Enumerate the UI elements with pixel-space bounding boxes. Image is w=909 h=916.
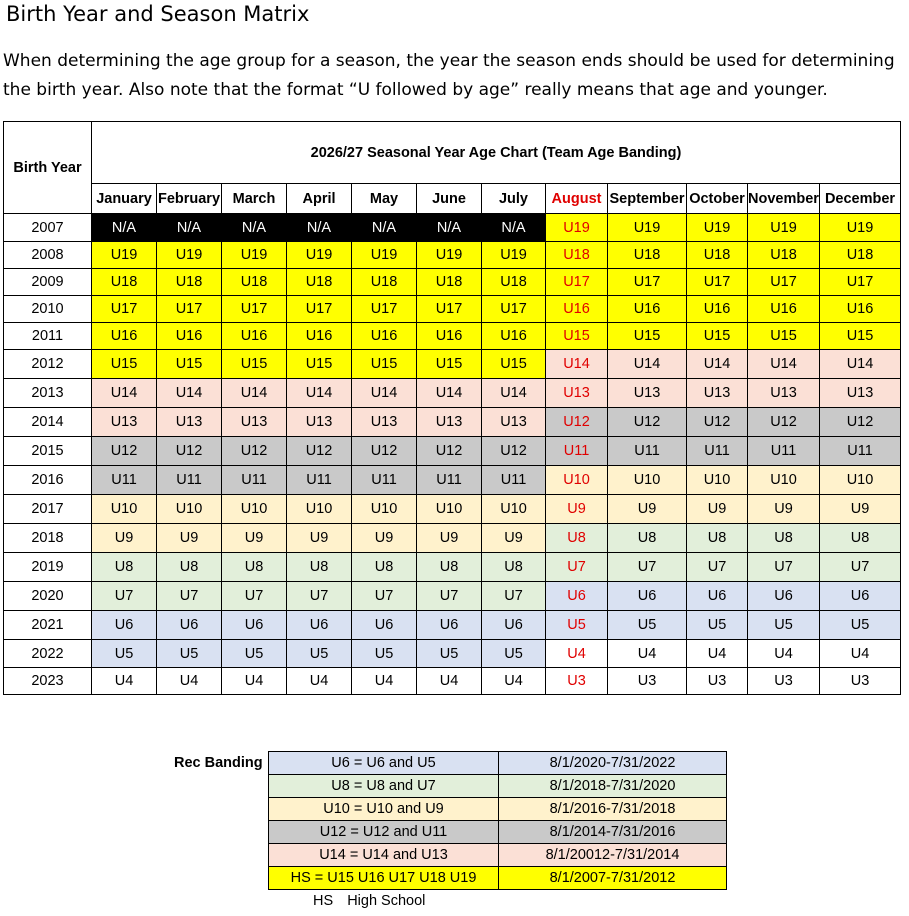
age-group-cell: U18 (92, 269, 157, 296)
birth-year-cell: 2009 (4, 269, 92, 296)
age-group-cell: U17 (157, 296, 222, 323)
age-group-cell: U17 (482, 296, 546, 323)
age-group-cell: U8 (417, 553, 482, 582)
age-group-cell: U18 (352, 269, 417, 296)
age-group-cell: U3 (748, 668, 820, 695)
month-header: May (352, 184, 417, 214)
table-row (4, 269, 901, 296)
month-header: June (417, 184, 482, 214)
month-header: August (546, 184, 608, 214)
birth-year-cell: 2023 (4, 668, 92, 695)
age-group-cell: U16 (92, 323, 157, 350)
age-group-cell: U10 (608, 466, 687, 495)
age-group-cell: U10 (92, 495, 157, 524)
age-group-cell: U15 (417, 350, 482, 379)
age-group-cell: U14 (482, 379, 546, 408)
month-header: December (820, 184, 901, 214)
age-group-cell: U15 (687, 323, 748, 350)
age-group-cell: U10 (687, 466, 748, 495)
rec-dates-cell: 8/1/20012-7/31/2014 (499, 844, 727, 867)
age-group-cell: U13 (820, 379, 901, 408)
age-group-cell: U14 (748, 350, 820, 379)
age-group-cell: U11 (546, 437, 608, 466)
age-group-cell: U18 (482, 269, 546, 296)
rec-band-cell: U14 = U14 and U13 (269, 844, 499, 867)
age-group-cell: U10 (352, 495, 417, 524)
age-group-cell: U8 (352, 553, 417, 582)
month-header: January (92, 184, 157, 214)
age-group-cell: U18 (157, 269, 222, 296)
age-group-cell: U12 (92, 437, 157, 466)
age-group-cell: U12 (352, 437, 417, 466)
age-group-cell: U16 (352, 323, 417, 350)
age-group-cell: U12 (546, 408, 608, 437)
age-group-cell: U15 (287, 350, 352, 379)
age-group-cell: U15 (92, 350, 157, 379)
age-group-cell: U12 (748, 408, 820, 437)
month-header: September (608, 184, 687, 214)
age-group-cell: U12 (482, 437, 546, 466)
age-group-cell: U15 (546, 323, 608, 350)
age-group-cell: U17 (748, 269, 820, 296)
age-group-cell: U5 (608, 611, 687, 640)
age-group-cell: U9 (748, 495, 820, 524)
age-group-cell: U10 (482, 495, 546, 524)
age-group-cell: U7 (482, 582, 546, 611)
age-group-cell: U9 (157, 524, 222, 553)
age-group-cell: U17 (546, 269, 608, 296)
age-group-cell: U12 (608, 408, 687, 437)
birth-year-cell: 2018 (4, 524, 92, 553)
age-group-cell: U12 (417, 437, 482, 466)
age-group-cell: U4 (157, 668, 222, 695)
age-group-cell: U11 (157, 466, 222, 495)
age-group-cell: U16 (546, 296, 608, 323)
age-group-cell: U11 (687, 437, 748, 466)
table-row (4, 553, 901, 582)
age-group-cell: U6 (820, 582, 901, 611)
birth-year-cell: 2022 (4, 640, 92, 668)
table-row (4, 437, 901, 466)
birth-year-cell: 2008 (4, 242, 92, 269)
age-group-cell: U8 (687, 524, 748, 553)
age-group-cell: U19 (222, 242, 287, 269)
age-group-cell: U5 (222, 640, 287, 668)
age-group-cell: U8 (748, 524, 820, 553)
age-group-cell: U16 (608, 296, 687, 323)
age-group-cell: U7 (687, 553, 748, 582)
age-group-cell: U5 (157, 640, 222, 668)
age-group-cell: U8 (92, 553, 157, 582)
age-group-cell: U7 (92, 582, 157, 611)
age-group-cell: U19 (748, 214, 820, 242)
age-group-cell: U10 (820, 466, 901, 495)
rec-band-cell: U6 = U6 and U5 (269, 752, 499, 775)
age-group-cell: N/A (482, 214, 546, 242)
age-group-cell: U13 (222, 408, 287, 437)
age-group-cell: N/A (92, 214, 157, 242)
age-group-cell: U15 (820, 323, 901, 350)
birth-year-cell: 2019 (4, 553, 92, 582)
age-group-cell: U4 (546, 640, 608, 668)
age-group-cell: U7 (608, 553, 687, 582)
age-group-cell: U8 (287, 553, 352, 582)
age-group-cell: U14 (608, 350, 687, 379)
age-group-cell: U7 (820, 553, 901, 582)
age-group-cell: U4 (287, 668, 352, 695)
age-group-cell: U6 (417, 611, 482, 640)
birth-year-cell: 2016 (4, 466, 92, 495)
birth-year-cell: 2011 (4, 323, 92, 350)
age-group-cell: U5 (482, 640, 546, 668)
age-group-cell: U8 (546, 524, 608, 553)
age-group-cell: U13 (546, 379, 608, 408)
age-group-cell: U15 (157, 350, 222, 379)
intro-paragraph: When determining the age group for a season, the year the season ends should be used for determining the birth year. Also note that the format “U followed by age” really means that age and younger. (3, 51, 895, 100)
age-group-cell: U5 (546, 611, 608, 640)
age-group-cell: U9 (608, 495, 687, 524)
age-group-cell: U4 (820, 640, 901, 668)
table-row (4, 524, 901, 553)
age-group-cell: U17 (352, 296, 417, 323)
rec-band-cell: HS = U15 U16 U17 U18 U19 (269, 867, 499, 890)
age-group-cell: U19 (687, 214, 748, 242)
age-group-cell: U7 (287, 582, 352, 611)
age-group-cell: U19 (92, 242, 157, 269)
age-group-cell: U16 (820, 296, 901, 323)
rec-dates-cell: 8/1/2007-7/31/2012 (499, 867, 727, 890)
age-group-cell: U18 (820, 242, 901, 269)
age-group-cell: U4 (417, 668, 482, 695)
rec-banding-row (269, 752, 727, 775)
age-group-cell: U13 (687, 379, 748, 408)
age-group-cell: U12 (287, 437, 352, 466)
age-group-cell: U5 (92, 640, 157, 668)
table-row (4, 640, 901, 668)
age-group-cell: U17 (92, 296, 157, 323)
rec-band-cell: U8 = U8 and U7 (269, 775, 499, 798)
month-header: November (748, 184, 820, 214)
age-group-cell: U11 (748, 437, 820, 466)
age-group-cell: U3 (687, 668, 748, 695)
rec-dates-cell: 8/1/2014-7/31/2016 (499, 821, 727, 844)
age-group-cell: U12 (687, 408, 748, 437)
age-group-cell: U15 (748, 323, 820, 350)
age-group-cell: U19 (546, 214, 608, 242)
table-row (4, 214, 901, 242)
age-group-cell: U4 (92, 668, 157, 695)
age-group-cell: U6 (608, 582, 687, 611)
age-group-cell: U19 (287, 242, 352, 269)
age-group-cell: U11 (352, 466, 417, 495)
age-chart-table (3, 121, 901, 695)
table-row (4, 668, 901, 695)
rec-band-cell: U10 = U10 and U9 (269, 798, 499, 821)
age-group-cell: U17 (687, 269, 748, 296)
age-group-cell: U11 (417, 466, 482, 495)
birth-year-cell: 2017 (4, 495, 92, 524)
chart-title: 2026/27 Seasonal Year Age Chart (Team Age Banding) (92, 122, 901, 184)
age-group-cell: U18 (546, 242, 608, 269)
age-group-cell: U8 (482, 553, 546, 582)
age-group-cell: U4 (482, 668, 546, 695)
age-group-cell: U9 (546, 495, 608, 524)
birth-year-cell: 2014 (4, 408, 92, 437)
age-group-cell: U14 (92, 379, 157, 408)
age-group-cell: U6 (546, 582, 608, 611)
table-row (4, 323, 901, 350)
age-group-cell: U8 (157, 553, 222, 582)
age-group-cell: U7 (417, 582, 482, 611)
age-group-cell: U5 (352, 640, 417, 668)
age-group-cell: U8 (608, 524, 687, 553)
table-row (4, 379, 901, 408)
age-group-cell: U13 (92, 408, 157, 437)
table-row (4, 495, 901, 524)
month-header: February (157, 184, 222, 214)
age-group-cell: U17 (287, 296, 352, 323)
age-group-cell: U14 (157, 379, 222, 408)
age-group-cell: U4 (222, 668, 287, 695)
age-group-cell: U7 (748, 553, 820, 582)
age-group-cell: U14 (287, 379, 352, 408)
rec-dates-cell: 8/1/2016-7/31/2018 (499, 798, 727, 821)
birth-year-cell: 2007 (4, 214, 92, 242)
birth-year-cell: 2020 (4, 582, 92, 611)
rec-dates-cell: 8/1/2018-7/31/2020 (499, 775, 727, 798)
age-group-cell: U13 (417, 408, 482, 437)
age-group-cell: U11 (608, 437, 687, 466)
age-group-cell: U17 (820, 269, 901, 296)
age-group-cell: U13 (352, 408, 417, 437)
birth-year-cell: 2013 (4, 379, 92, 408)
age-group-cell: U12 (820, 408, 901, 437)
age-group-cell: U7 (352, 582, 417, 611)
age-group-cell: U9 (222, 524, 287, 553)
age-group-cell: U9 (417, 524, 482, 553)
month-header: October (687, 184, 748, 214)
table-row (4, 408, 901, 437)
age-group-cell: U16 (417, 323, 482, 350)
legend-meaning: High School (347, 893, 426, 909)
age-group-cell: U6 (222, 611, 287, 640)
age-group-cell: U9 (482, 524, 546, 553)
age-group-cell: U6 (482, 611, 546, 640)
table-row (4, 582, 901, 611)
age-group-cell: U14 (820, 350, 901, 379)
age-group-cell: U5 (687, 611, 748, 640)
age-group-cell: U10 (287, 495, 352, 524)
age-group-cell: U7 (222, 582, 287, 611)
age-group-cell: U19 (482, 242, 546, 269)
month-header: March (222, 184, 287, 214)
age-group-cell: U16 (287, 323, 352, 350)
age-group-cell: U17 (608, 269, 687, 296)
age-group-cell: U13 (287, 408, 352, 437)
age-group-cell: N/A (157, 214, 222, 242)
age-group-cell: U18 (748, 242, 820, 269)
age-group-cell: U15 (608, 323, 687, 350)
age-group-cell: U13 (748, 379, 820, 408)
age-group-cell: U4 (687, 640, 748, 668)
birth-year-cell: 2010 (4, 296, 92, 323)
age-group-cell: U16 (157, 323, 222, 350)
age-group-cell: N/A (222, 214, 287, 242)
age-group-cell: U16 (748, 296, 820, 323)
age-group-cell: U14 (687, 350, 748, 379)
age-group-cell: U12 (222, 437, 287, 466)
birth-year-header: Birth Year (4, 122, 92, 214)
age-group-cell: U15 (222, 350, 287, 379)
age-group-cell: U16 (482, 323, 546, 350)
rec-banding-row (269, 867, 727, 890)
age-group-cell: U9 (92, 524, 157, 553)
birth-year-cell: 2015 (4, 437, 92, 466)
age-group-cell: U15 (482, 350, 546, 379)
age-group-cell: U10 (748, 466, 820, 495)
age-group-cell: U6 (352, 611, 417, 640)
month-header: April (287, 184, 352, 214)
age-group-cell: U13 (157, 408, 222, 437)
age-group-cell: U10 (546, 466, 608, 495)
age-group-cell: U14 (222, 379, 287, 408)
age-group-cell: U18 (687, 242, 748, 269)
rec-banding-row (269, 798, 727, 821)
age-group-cell: U6 (157, 611, 222, 640)
age-group-cell: U9 (687, 495, 748, 524)
age-group-cell: U19 (820, 214, 901, 242)
age-group-cell: U17 (222, 296, 287, 323)
age-group-cell: U5 (417, 640, 482, 668)
age-group-cell: U14 (546, 350, 608, 379)
legend (313, 893, 435, 909)
age-group-cell: U19 (608, 214, 687, 242)
age-group-cell: U18 (417, 269, 482, 296)
legend-abbr: HS (313, 893, 334, 909)
age-group-cell: U17 (417, 296, 482, 323)
age-group-cell: U11 (820, 437, 901, 466)
birth-year-cell: 2012 (4, 350, 92, 379)
age-group-cell: U19 (417, 242, 482, 269)
table-row (4, 611, 901, 640)
age-group-cell: U18 (222, 269, 287, 296)
age-group-cell: U10 (222, 495, 287, 524)
age-group-cell: U5 (820, 611, 901, 640)
age-group-cell: U6 (92, 611, 157, 640)
age-group-cell: U14 (417, 379, 482, 408)
age-group-cell: U3 (608, 668, 687, 695)
age-group-cell: U9 (820, 495, 901, 524)
age-group-cell: U9 (352, 524, 417, 553)
age-group-cell: U6 (748, 582, 820, 611)
age-group-cell: U13 (482, 408, 546, 437)
table-row (4, 466, 901, 495)
rec-banding-row (269, 844, 727, 867)
age-group-cell: U3 (820, 668, 901, 695)
age-group-cell: U4 (748, 640, 820, 668)
age-group-cell: U11 (92, 466, 157, 495)
age-group-cell: N/A (417, 214, 482, 242)
rec-dates-cell: 8/1/2020-7/31/2022 (499, 752, 727, 775)
month-header: July (482, 184, 546, 214)
age-group-cell: U16 (687, 296, 748, 323)
rec-banding-label: Rec Banding (174, 755, 263, 771)
age-group-cell: U18 (287, 269, 352, 296)
rec-band-cell: U12 = U12 and U11 (269, 821, 499, 844)
table-row (4, 296, 901, 323)
age-group-cell: U15 (352, 350, 417, 379)
rec-banding-table (268, 751, 727, 890)
age-group-cell: U8 (820, 524, 901, 553)
age-group-cell: U8 (222, 553, 287, 582)
table-row (4, 242, 901, 269)
age-group-cell: U16 (222, 323, 287, 350)
age-group-cell: U14 (352, 379, 417, 408)
age-group-cell: U11 (482, 466, 546, 495)
age-group-cell: N/A (287, 214, 352, 242)
age-group-cell: U5 (287, 640, 352, 668)
age-group-cell: U4 (608, 640, 687, 668)
age-group-cell: U13 (608, 379, 687, 408)
rec-banding-row (269, 821, 727, 844)
age-group-cell: U11 (287, 466, 352, 495)
rec-banding-row (269, 775, 727, 798)
page-title: Birth Year and Season Matrix (6, 2, 310, 26)
age-group-cell: U6 (687, 582, 748, 611)
age-group-cell: U3 (546, 668, 608, 695)
age-group-cell: U12 (157, 437, 222, 466)
age-group-cell: U9 (287, 524, 352, 553)
age-group-cell: U7 (157, 582, 222, 611)
age-group-cell: U10 (417, 495, 482, 524)
age-group-cell: U19 (157, 242, 222, 269)
age-group-cell: U10 (157, 495, 222, 524)
age-group-cell: U5 (748, 611, 820, 640)
age-group-cell: U6 (287, 611, 352, 640)
table-row (4, 350, 901, 379)
birth-year-cell: 2021 (4, 611, 92, 640)
age-group-cell: U11 (222, 466, 287, 495)
age-group-cell: U18 (608, 242, 687, 269)
age-group-cell: U4 (352, 668, 417, 695)
age-group-cell: U7 (546, 553, 608, 582)
age-group-cell: U19 (352, 242, 417, 269)
age-group-cell: N/A (352, 214, 417, 242)
